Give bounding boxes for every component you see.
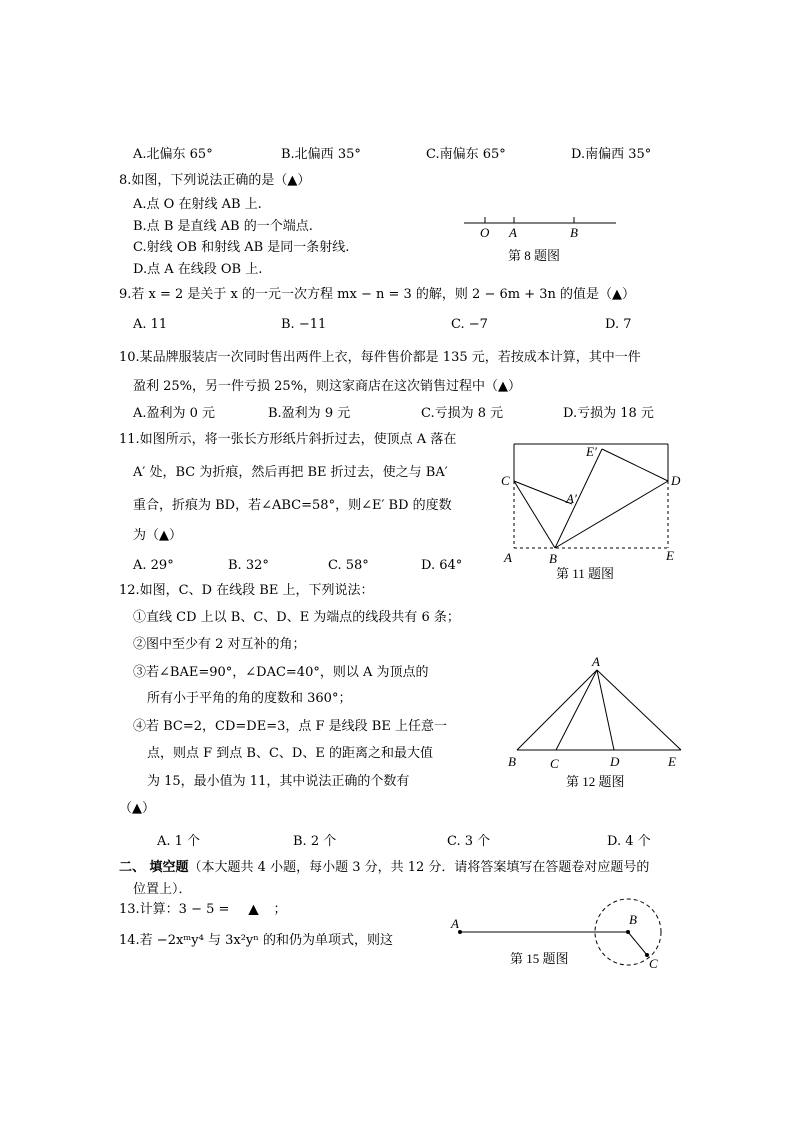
q11-stem-line2: A′ 处，BC 为折痕，然后再把 BE 折过去，使之与 BA′	[133, 465, 448, 480]
q14-text: 14.若 −2xᵐy⁴ 与 3x²yⁿ 的和仍为单项式，则这	[119, 933, 394, 948]
q10-stem-line2: 盈利 25%，另一件亏损 25%，则这家商店在这次销售过程中（▲）	[133, 379, 522, 394]
q11-stem-line3: 重合，折痕为 BD，若∠ABC=58°，则∠E′ BD 的度数	[133, 498, 452, 513]
q11-label-c: C	[501, 473, 510, 488]
q8-caption: 第 8 题图	[508, 248, 561, 263]
q15-label-a: A	[451, 916, 459, 931]
q12-statement-1: ①直线 CD 上以 B、C、D、E 为端点的线段共有 6 条；	[133, 610, 460, 625]
q8-label-a: A	[509, 225, 517, 240]
q8-figure	[458, 212, 628, 270]
q8-option-a: A.点 O 在射线 AB 上.	[133, 197, 262, 212]
q9-option-c: C. −7	[451, 317, 488, 332]
q15-label-b: B	[629, 912, 637, 927]
q12-statement-3-line1: ③若∠BAE=90°，∠DAC=40°，则以 A 为顶点的	[133, 665, 429, 680]
q9-option-d: D. 7	[605, 317, 632, 332]
q11-label-e: E	[666, 548, 674, 563]
q11-stem-line1: 11.如图所示，将一张长方形纸片斜折过去，使顶点 A 落在	[119, 432, 457, 447]
q13-prefix: 13.计算：3 − 5 =	[119, 902, 234, 917]
section2-title: 二、 填空题	[119, 860, 189, 875]
q12-stem: 12.如图，C、D 在线段 BE 上，下列说法：	[119, 583, 374, 598]
q12-statement-4-line3: 为 15，最小值为 11，其中说法正确的个数有	[147, 774, 410, 789]
q12-option-a: A. 1 个	[157, 834, 201, 849]
q11-label-a-prime: A′	[566, 491, 577, 506]
q12-statement-3-line2: 所有小于平角的角的度数和 360°；	[147, 691, 352, 706]
q10-option-a: A.盈利为 0 元	[133, 406, 216, 421]
q11-option-c: C. 58°	[328, 558, 369, 573]
q13-text	[119, 901, 287, 919]
section2-note-line2: 位置上）．	[133, 882, 192, 897]
q15-caption: 第 15 题图	[510, 951, 569, 966]
q11-label-e-prime: E′	[586, 444, 597, 459]
q15-figure	[448, 895, 678, 975]
q12-statement-4-line1: ④若 BC=2，CD=DE=3，点 F 是线段 BE 上任意一	[133, 719, 447, 734]
q9-option-a: A. 11	[133, 317, 168, 332]
q13-suffix: ；	[273, 902, 287, 917]
q12-label-a: A	[592, 654, 600, 669]
q9-option-b: B. −11	[281, 317, 327, 332]
q12-option-b: B. 2 个	[293, 834, 337, 849]
q8-stem: 8.如图，下列说法正确的是（▲）	[119, 173, 311, 188]
q11-caption: 第 11 题图	[556, 566, 615, 581]
q11-stem-line4: 为（▲）	[133, 528, 182, 543]
q10-stem-line1: 10.某品牌服装店一次同时售出两件上衣，每件售价都是 135 元，若按成本计算，其中一件	[119, 350, 641, 365]
q8-option-c: C.射线 OB 和射线 AB 是同一条射线.	[133, 240, 350, 255]
q11-label-b: B	[549, 551, 557, 566]
q12-label-b: B	[508, 754, 516, 769]
q12-statement-4-line2: 点，则点 F 到点 B、C、D、E 的距离之和最大值	[147, 746, 433, 761]
q11-label-d: D	[671, 473, 681, 488]
q10-option-c: C.亏损为 8 元	[421, 406, 504, 421]
section2-heading	[119, 859, 649, 877]
q12-statement-2: ②图中至少有 2 对互补的角；	[133, 637, 306, 652]
q10-option-d: D.亏损为 18 元	[563, 406, 654, 421]
q12-statement-4-line4: （▲）	[119, 801, 155, 816]
q12-label-d: D	[610, 754, 620, 769]
q7-option-c: C.南偏东 65°	[426, 147, 506, 162]
q12-caption: 第 12 题图	[566, 774, 625, 789]
q12-option-c: C. 3 个	[447, 834, 491, 849]
q8-option-d: D.点 A 在线段 OB 上.	[133, 262, 263, 277]
q10-option-b: B.盈利为 9 元	[268, 406, 351, 421]
q11-option-a: A. 29°	[133, 558, 174, 573]
q7-option-a: A.北偏东 65°	[133, 147, 213, 162]
q11-label-a: A	[504, 550, 512, 565]
q11-option-d: D. 64°	[421, 558, 463, 573]
q9-stem: 9.若 x = 2 是关于 x 的一元一次方程 mx − n = 3 的解，则 2 − 6m + 3n 的值是（▲）	[119, 287, 635, 302]
q11-option-b: B. 32°	[228, 558, 269, 573]
q11-figure	[500, 436, 690, 584]
section2-note-line1: （本大题共 4 小题，每小题 3 分，共 12 分．请将答案填写在答题卷对应题号的	[188, 860, 650, 875]
q15-label-c: C	[649, 956, 658, 971]
q8-option-b: B.点 B 是直线 AB 的一个端点.	[133, 219, 313, 234]
q12-label-e: E	[668, 754, 676, 769]
q7-option-d: D.南偏西 35°	[571, 147, 652, 162]
q12-figure	[500, 652, 695, 792]
q8-label-o: O	[480, 225, 490, 240]
q12-label-c: C	[550, 756, 559, 771]
q12-option-d: D. 4 个	[607, 834, 651, 849]
q13-answer-blank: ▲	[248, 902, 259, 917]
q7-option-b: B.北偏西 35°	[281, 147, 361, 162]
q8-label-b: B	[570, 225, 578, 240]
